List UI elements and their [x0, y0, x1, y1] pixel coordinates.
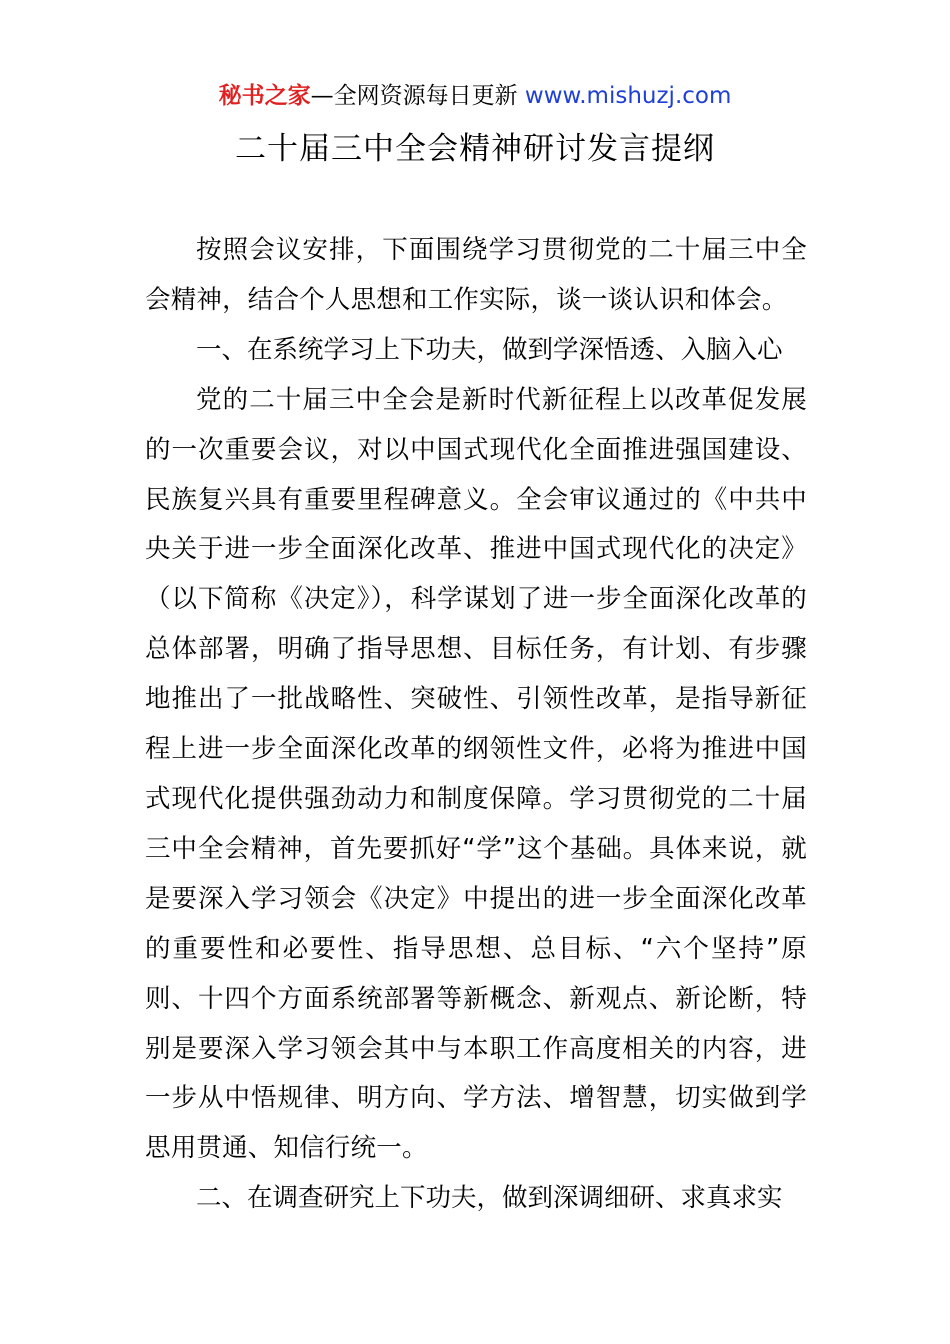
section-1-heading: 一、在系统学习上下功夫，做到学深悟透、入脑入心 — [196, 334, 783, 365]
document-body — [145, 226, 807, 1224]
banner-tagline: —全网资源每日更新 — [310, 83, 525, 109]
document-title: 二十届三中全会精神研讨发言提纲 — [235, 131, 715, 167]
site-url-link[interactable]: www.mishuzj.com — [524, 83, 732, 109]
intro-paragraph: 按照会议安排，下面围绕学习贯彻党的二十届三中全会精神，结合个人思想和工作实际，谈一谈认识和体会。 — [145, 235, 807, 315]
section-1-paragraph: 党的二十届三中全会是新时代新征程上以改革促发展的一次重要会议，对以中国式现代化全面推进强国建设、民族复兴具有重要里程碑意义。全会审议通过的《中共中央关于进一步全面深化改革、推进中国式现代化的决定》（以下简称《决定》），科学谋划了进一步全面深化改革的总体部署，明确了指导思想、目标任务，有计划、有步骤地推出了一批战略性、突破性、引领性改革，是指导新征程上进一步全面深化改革的纲领性文件，必将为推进中国式现代化提供强劲动力和制度保障。学习贯彻党的二十届三中全会精神，首先要抓好“学”这个基础。具体来说，就是要深入学习领会《决定》中提出的进一步全面深化改革的重要性和必要性、指导思想、总目标、“六个坚持”原则、十四个方面系统部署等新概念、新观点、新论断，特别是要深入学习领会其中与本职工作高度相关的内容，进一步从中悟规律、明方向、学方法、增智慧，切实做到学思用贯通、知信行统一。 — [145, 384, 807, 1164]
brand-name: 秘书之家 — [218, 83, 311, 109]
section-2-heading: 二、在调查研究上下功夫，做到深调细研、求真求实 — [196, 1183, 783, 1214]
site-banner — [0, 80, 950, 112]
